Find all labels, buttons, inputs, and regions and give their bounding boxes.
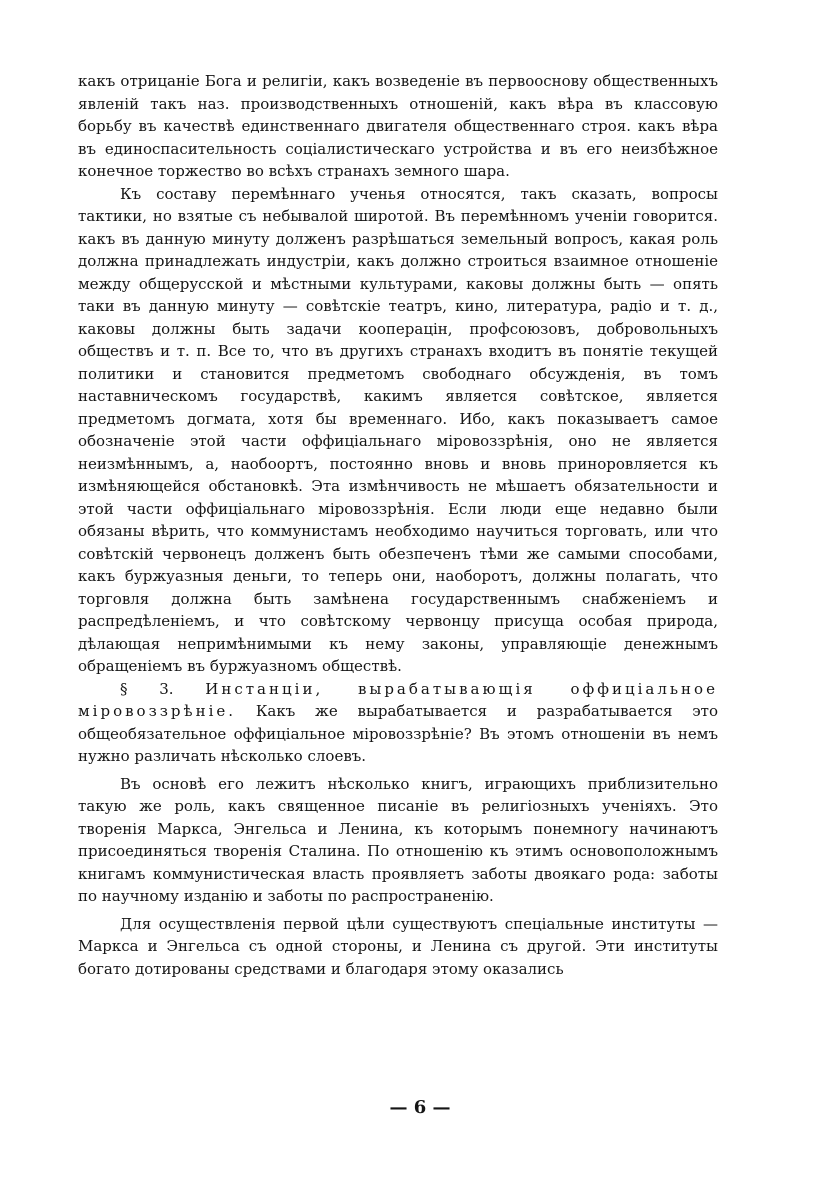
paragraph-variable-doctrine: Къ составу перемѣннаго ученья относятся, такъ сказать, вопросы тактики, но взятые съ небывалой широтой. Въ перемѣнномъ ученіи говорится. какъ въ данную минуту долженъ разрѣшаться земельный вопросъ, какая роль должна принадлежать индустріи, какъ должно строиться взаимное отношеніе между общерусской и мѣстными культурами, каковы должны быть — опять таки въ данную минуту — совѣтскіе театръ, кино, литература, радіо и т. д., каковы должны быть задачи кооперацін, профсоюзовъ, добровольныхъ обществъ и т. п. Все то, что въ другихъ странахъ входитъ въ понятіе текущей политики и становится предметомъ свободнаго обсужденія, въ томъ наставническомъ государствѣ, какимъ является совѣтское, является предметомъ догмата, хотя бы временнаго. Ибо, какъ показываетъ самое обозначеніе этой части оффиціальнаго міровоззрѣнія, оно не является неизмѣннымъ, а, наобоортъ, постоянно вновь и вновь приноровляется къ измѣняющейся обстановкѣ. Эта измѣнчивость не мѣшаетъ обязательности и этой части оффиціальнаго міровоззрѣнія. Если люди еще недавно были обязаны вѣрить, что коммунистамъ необходимо научиться торговать, или что совѣтскій червонецъ долженъ быть обезпеченъ тѣми же самыми способами, какъ буржуазныя деньги, то теперь они, наоборотъ, должны полагать, что торговля должна быть замѣнена государственнымъ снабженіемъ и распредѣленіемъ, и что совѣтскому червонцу присуща особая природа, дѣлающая непримѣнимыми къ нему законы, управляющіе денежнымъ обращеніемъ въ буржуазномъ обществѣ.	[78, 184, 718, 675]
paragraph-institutes: Для осуществленія первой цѣли существуютъ спеціальные институты — Маркса и Энгельса съ одной стороны, и Ленина съ другой. Эти институты богато дотированы средствами и благодаря этому оказались	[78, 914, 718, 978]
section-paragraph	[78, 678, 718, 768]
section-number: § 3.	[120, 679, 174, 698]
page-body	[78, 70, 718, 980]
section-text: Какъ же вырабатывается и разрабатывается это общеобязательное оффиціальное міровоззрѣніе? Въ этомъ отношеніи въ немъ нужно различать нѣсколько слоевъ.	[78, 702, 718, 765]
section-heading: Инстанціи, вырабатывающія оффиціальное міровоззрѣніе.	[78, 679, 718, 720]
page-number: — 6 —	[389, 1097, 451, 1118]
paragraph-continued: какъ отрицаніе Бога и религіи, какъ возведеніе въ первооснову общественныхъ явленій такъ наз. производственныхъ отношеній, какъ вѣра въ классовую борьбу въ качествѣ единственнаго двигателя общественнаго строя. какъ вѣра въ единоспасительность соціалистическаго устройства и въ его неизбѣжное конечное торжество во всѣхъ странахъ земного шара.	[78, 72, 718, 180]
paragraph-foundational-books: Въ основѣ его лежитъ нѣсколько книгъ, играющихъ приблизительно такую же роль, какъ священное писаніе въ религіозныхъ ученіяхъ. Это творенія Маркса, Энгельса и Ленина, къ которымъ понемногу начинаютъ присоединяться творенія Сталина. По отношенію къ этимъ основоположнымъ книгамъ коммунистическая власть проявляетъ заботы двоякаго рода: заботы по научному изданію и заботы по распространенію.	[78, 774, 718, 905]
